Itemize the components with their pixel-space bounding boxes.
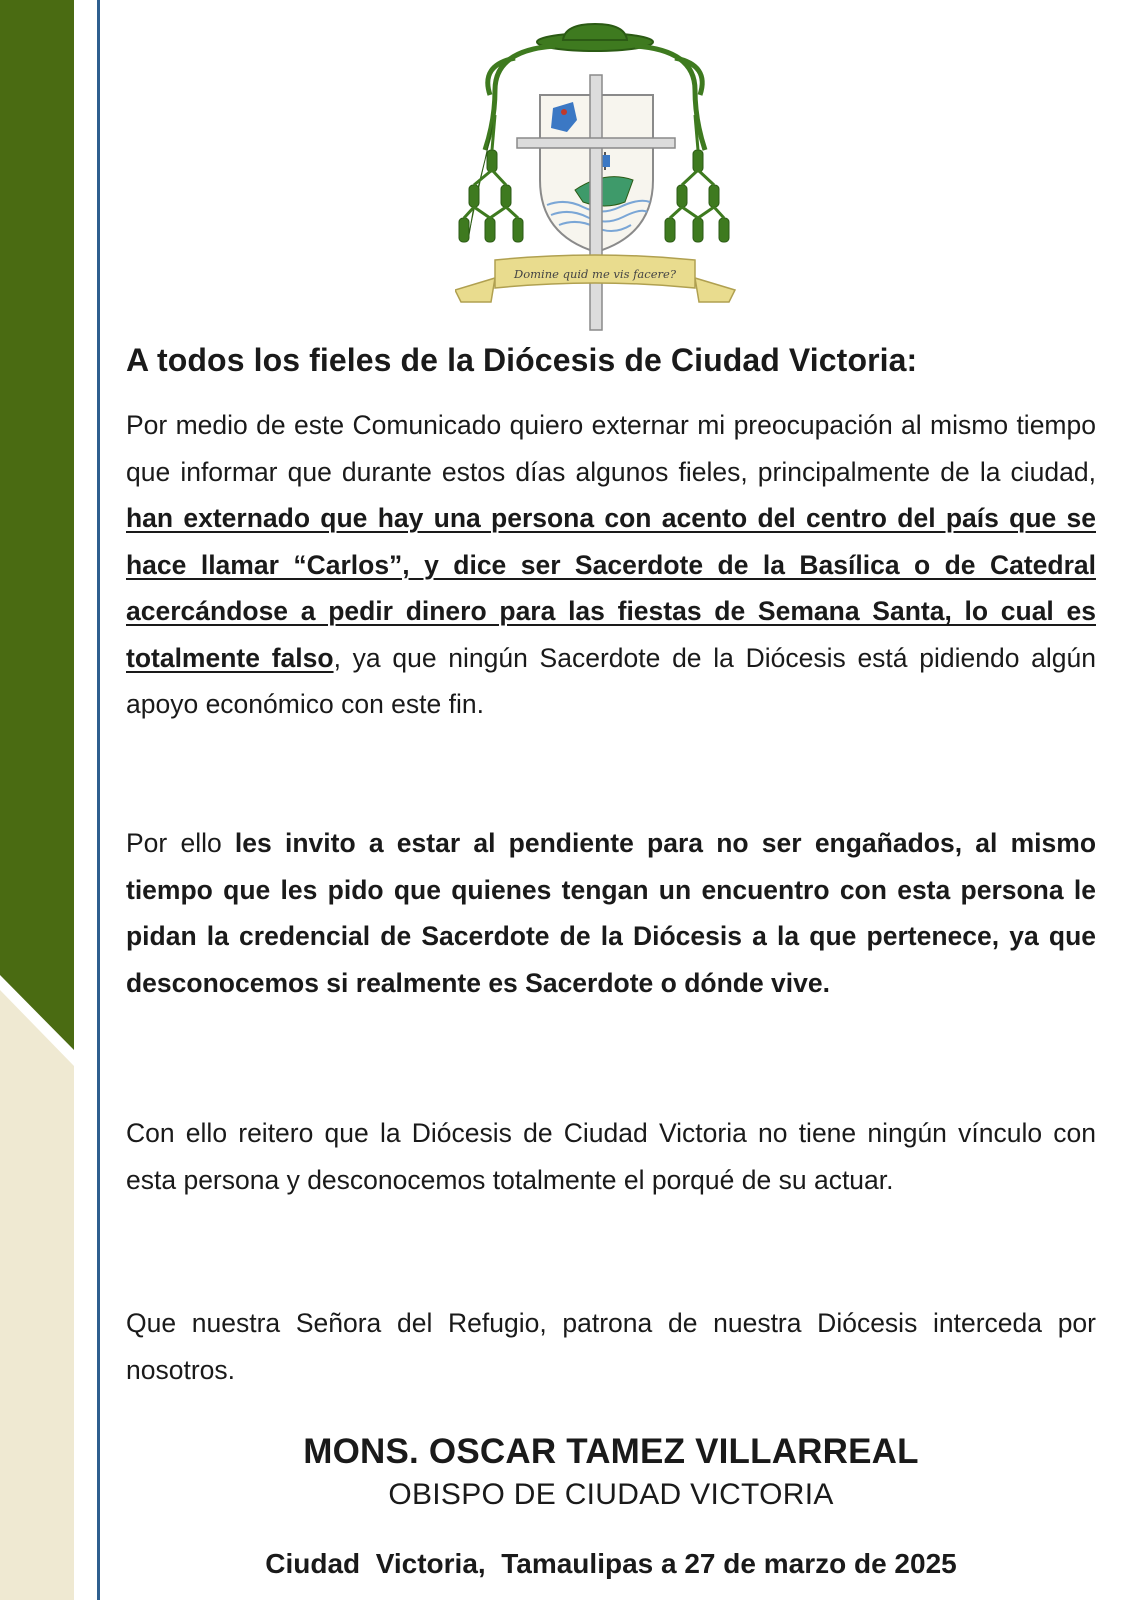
signature-date: Ciudad Victoria, Tamaulipas a 27 de marzo de 2025 xyxy=(265,1548,957,1579)
signature-title: OBISPO DE CIUDAD VICTORIA xyxy=(388,1478,834,1511)
right-tassels xyxy=(665,150,729,242)
decorative-sidebar xyxy=(0,0,100,1600)
paragraph-blessing: Que nuestra Señora del Refugio, patrona de nuestra Diócesis interceda por nosotros. xyxy=(126,1308,1096,1385)
paragraph-disclaimer: Con ello reitero que la Diócesis de Ciudad Victoria no tiene ningún vínculo con esta persona y desconocemos totalmente el porqué de su actuar. xyxy=(126,1118,1096,1195)
paragraph2-bold: les invito a estar al pendiente para no ser engañados, al mismo tiempo que les pido que quienes tengan un encuentro con esta persona le pidan la credencial de Sacerdote de la Diócesis a la que pertenece, ya que desconocemos si realmente es Sacerdote o dónde vive. xyxy=(126,828,1097,998)
sidebar-divider-line xyxy=(97,0,100,1600)
left-tassels xyxy=(459,115,523,242)
paragraph-warning xyxy=(126,402,1096,728)
signature-name: MONS. OSCAR TAMEZ VILLARREAL xyxy=(303,1432,919,1471)
paragraph1-outro: , ya que ningún Sacerdote de la Diócesis está pidiendo algún apoyo económico con este fin. xyxy=(126,642,1096,719)
page-heading: A todos los fieles de la Diócesis de Ciudad Victoria: xyxy=(126,342,918,378)
galero-hat-crown xyxy=(563,24,627,40)
sidebar-green-band xyxy=(0,0,74,1050)
paragraph1-underlined: han externado que hay una persona con acento del centro del país que se hace llamar “Carlos”, y dice ser Sacerdote de la Basílica o de Catedral acercándose a pedir dinero para las fiestas de Semana Santa, lo cual es totalmente falso xyxy=(126,503,1096,673)
paragraph2-intro: Por ello xyxy=(126,828,235,858)
paragraph-invitation xyxy=(126,820,1096,1006)
motto-text: Domine quid me vis facere? xyxy=(514,267,676,281)
sidebar-cream-band xyxy=(0,990,74,1600)
paragraph1-intro: Por medio de este Comunicado quiero externar mi preocupación al mismo tiempo que informar que durante estos días algunos fieles, principalmente de la ciudad, xyxy=(126,410,1096,487)
episcopal-coat-of-arms xyxy=(455,20,755,340)
